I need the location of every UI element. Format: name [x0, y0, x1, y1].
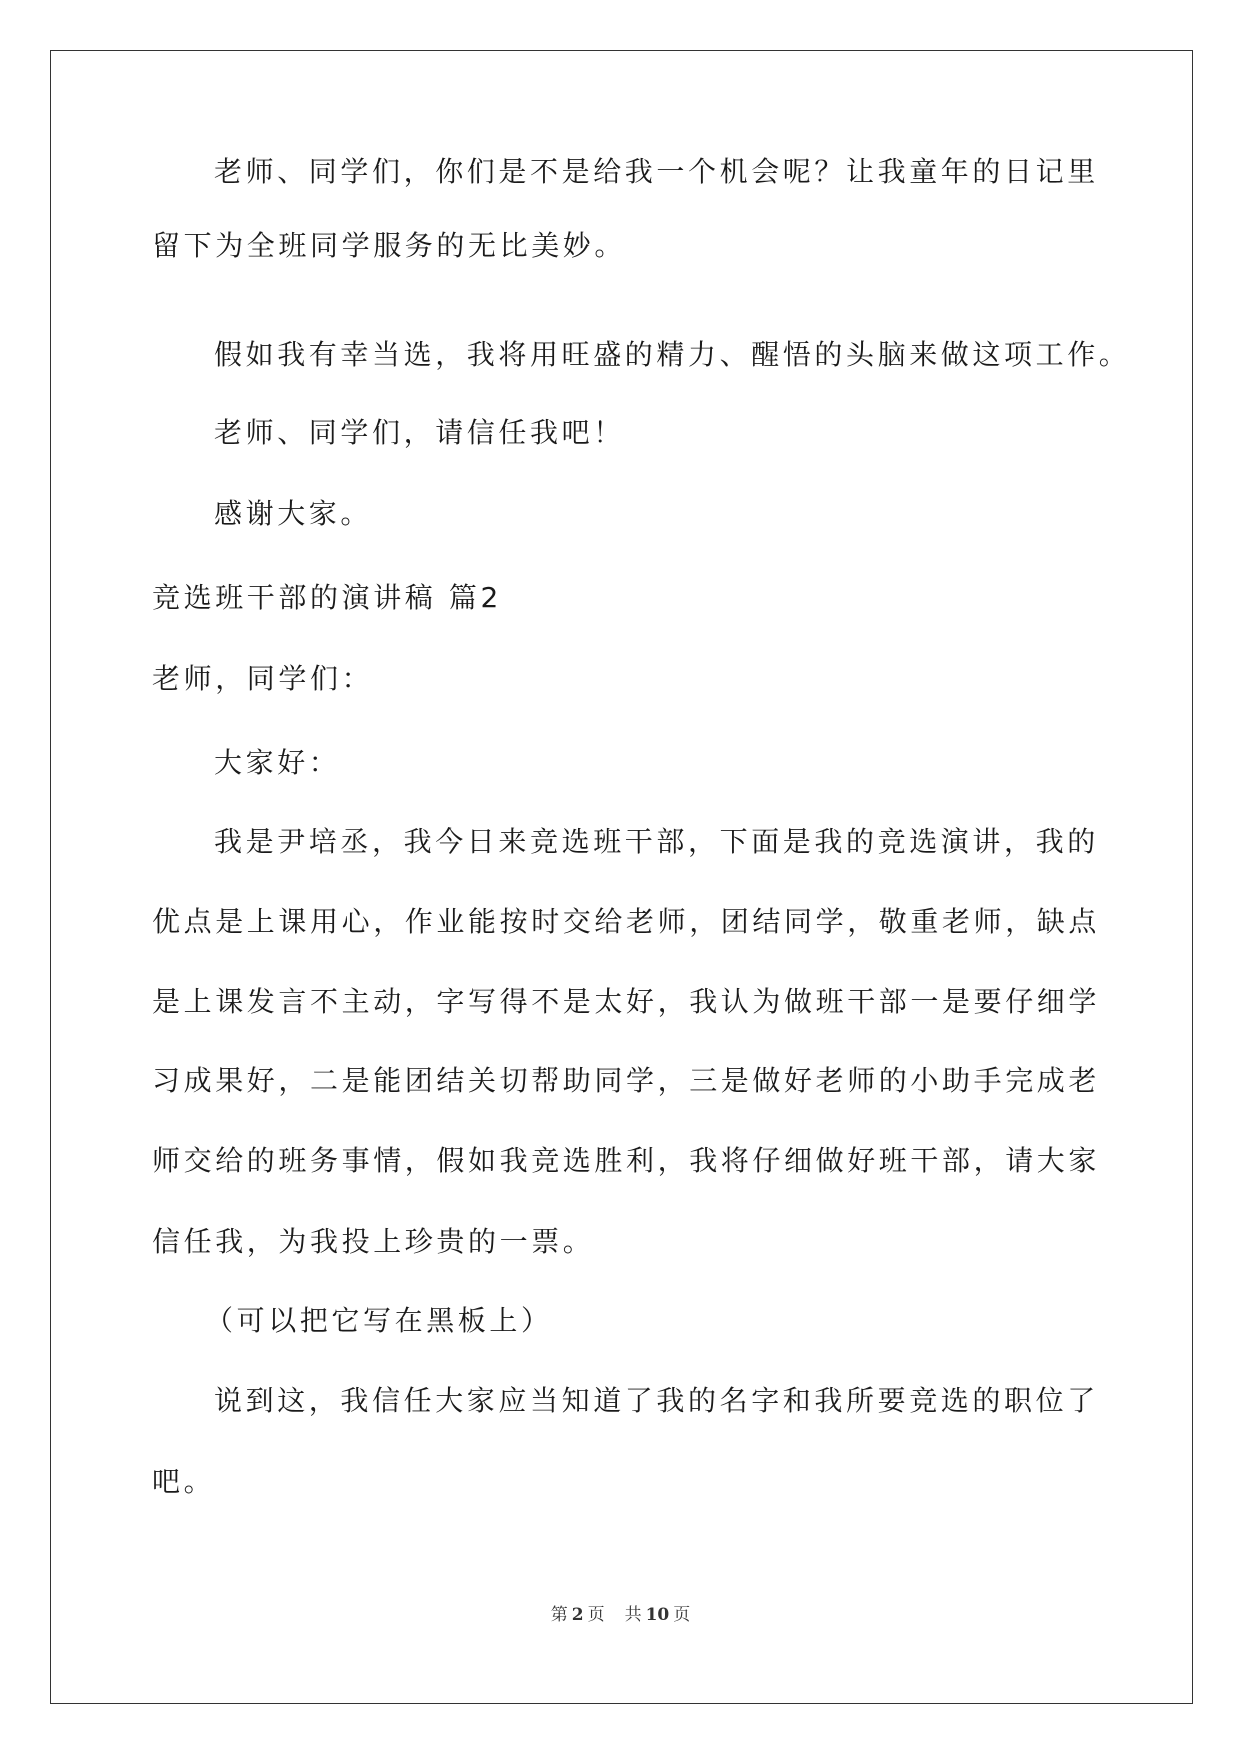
page-suffix: 页	[587, 1605, 605, 1625]
paragraph-line: 老师、同学们，你们是不是给我一个机会呢？让我童年的日记里	[214, 155, 1099, 188]
total-suffix: 页	[673, 1605, 691, 1625]
paragraph-line: 吧。	[152, 1465, 216, 1498]
paragraph-line: 信任我，为我投上珍贵的一票。	[152, 1225, 595, 1258]
paragraph-line: 优点是上课用心，作业能按时交给老师，团结同学，敬重老师，缺点	[152, 905, 1101, 938]
total-prefix: 共	[624, 1605, 642, 1625]
total-pages-number: 10	[645, 1605, 670, 1625]
page-footer	[0, 1600, 1241, 1625]
section-heading: 竞选班干部的演讲稿 篇2	[152, 581, 502, 614]
paragraph-line: 感谢大家。	[214, 497, 373, 530]
paragraph-line: 假如我有幸当选，我将用旺盛的精力、醒悟的头脑来做这项工作。	[214, 338, 1131, 371]
page-prefix: 第	[550, 1605, 568, 1625]
paragraph-line: 我是尹培丞，我今日来竞选班干部，下面是我的竞选演讲，我的	[214, 825, 1099, 858]
salutation: 老师，同学们：	[152, 662, 374, 695]
greeting: 大家好：	[214, 746, 341, 779]
paragraph-line: 老师、同学们，请信任我吧！	[214, 416, 625, 449]
paragraph-line: 师交给的班务事情，假如我竞选胜利，我将仔细做好班干部，请大家	[152, 1144, 1101, 1177]
paragraph-line: 是上课发言不主动，字写得不是太好，我认为做班干部一是要仔细学	[152, 985, 1101, 1018]
paragraph-line: 说到这，我信任大家应当知道了我的名字和我所要竞选的职位了	[214, 1384, 1099, 1417]
paragraph-line: 习成果好，二是能团结关切帮助同学，三是做好老师的小助手完成老	[152, 1064, 1101, 1097]
paragraph-line: （可以把它写在黑板上）	[205, 1304, 553, 1337]
current-page-number: 2	[571, 1605, 584, 1625]
page-border	[50, 50, 1193, 1704]
paragraph-line: 留下为全班同学服务的无比美妙。	[152, 229, 627, 262]
